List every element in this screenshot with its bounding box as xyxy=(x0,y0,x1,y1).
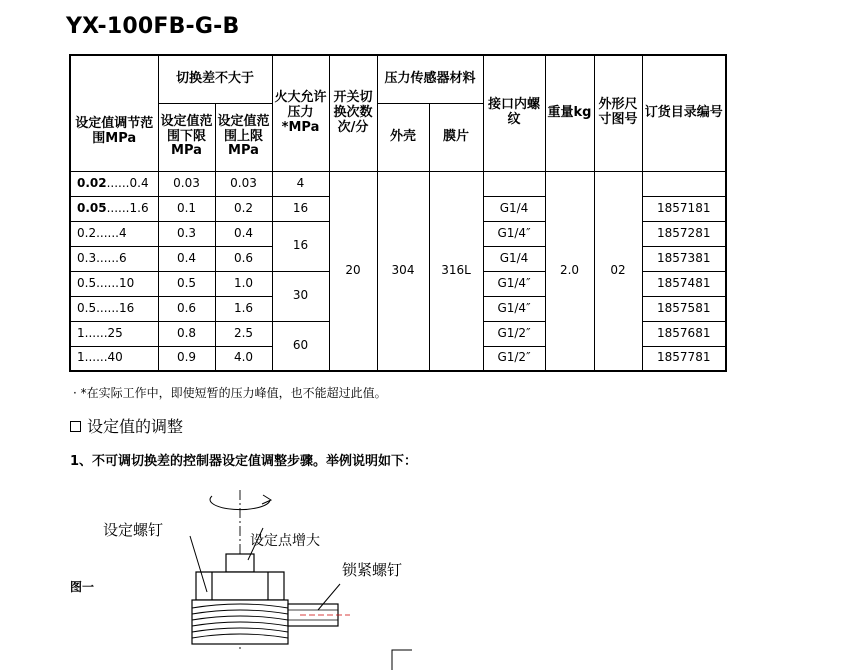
port-cell: G1/2″ xyxy=(483,321,545,346)
footnote: · *在实际工作中，即使短暂的压力峰值，也不能超过此值。 xyxy=(73,386,387,400)
order-cell: 1857581 xyxy=(642,296,726,321)
diff-high-cell: 1.0 xyxy=(215,271,272,296)
diff-high-cell: 4.0 xyxy=(215,346,272,371)
callout-lock-screw: 锁紧螺钉 xyxy=(342,561,403,579)
pressure-cell: 16 xyxy=(272,196,329,221)
diff-low-cell: 0.3 xyxy=(158,221,215,246)
membrane-cell: 316L xyxy=(429,171,483,371)
port-cell: G1/4″ xyxy=(483,296,545,321)
pressure-cell: 60 xyxy=(272,321,329,371)
range-cell: 0.5......16 xyxy=(70,296,158,321)
range-cell: 0.02......0.4 xyxy=(70,171,158,196)
header-diff-high: 设定值范围上限MPa xyxy=(215,103,272,171)
range-cell: 0.2......4 xyxy=(70,221,158,246)
header-dimension: 外形尺寸图号 xyxy=(594,55,642,171)
dimension-cell: 02 xyxy=(594,171,642,371)
diff-low-cell: 0.03 xyxy=(158,171,215,196)
header-order-number: 订货目录编号 xyxy=(642,55,726,171)
port-cell: G1/4 xyxy=(483,196,545,221)
port-cell: G1/4″ xyxy=(483,271,545,296)
pressure-cell: 16 xyxy=(272,221,329,271)
weight-cell: 2.0 xyxy=(545,171,594,371)
range-cell: 0.5......10 xyxy=(70,271,158,296)
pressure-cell: 30 xyxy=(272,271,329,321)
range-cell: 1......25 xyxy=(70,321,158,346)
header-weight: 重量kg xyxy=(545,55,594,171)
diff-high-cell: 0.2 xyxy=(215,196,272,221)
header-fire-pressure: 火大允许压力*MPa xyxy=(272,55,329,171)
shell-cell: 304 xyxy=(377,171,429,371)
order-cell: 1857781 xyxy=(642,346,726,371)
order-cell: 1857181 xyxy=(642,196,726,221)
port-cell: G1/2″ xyxy=(483,346,545,371)
pressure-cell: 4 xyxy=(272,171,329,196)
port-cell: G1/4″ xyxy=(483,221,545,246)
diff-high-cell: 0.03 xyxy=(215,171,272,196)
freq-cell: 20 xyxy=(329,171,377,371)
header-shell: 外壳 xyxy=(377,103,429,171)
diff-low-cell: 0.4 xyxy=(158,246,215,271)
order-cell: 1857481 xyxy=(642,271,726,296)
diff-low-cell: 0.1 xyxy=(158,196,215,221)
order-cell: 1857681 xyxy=(642,321,726,346)
diff-high-cell: 1.6 xyxy=(215,296,272,321)
diff-low-cell: 0.8 xyxy=(158,321,215,346)
header-diff: 切换差不大于 xyxy=(158,55,272,103)
range-cell: 1......40 xyxy=(70,346,158,371)
header-membrane: 膜片 xyxy=(429,103,483,171)
figure-label: 图一 xyxy=(70,580,95,594)
order-cell: 1857281 xyxy=(642,221,726,246)
diff-high-cell: 0.4 xyxy=(215,221,272,246)
callout-increase: 设定点增大 xyxy=(250,533,320,549)
callout-set-screw: 设定螺钉 xyxy=(103,521,164,539)
order-cell: 1857381 xyxy=(642,246,726,271)
diff-high-cell: 2.5 xyxy=(215,321,272,346)
header-diff-low: 设定值范围下限MPa xyxy=(158,103,215,171)
range-cell: 0.3......6 xyxy=(70,246,158,271)
diff-low-cell: 0.5 xyxy=(158,271,215,296)
header-port: 接口内螺纹 xyxy=(483,55,545,171)
port-cell: G1/4 xyxy=(483,246,545,271)
header-switch-freq: 开关切换次数次/分 xyxy=(329,55,377,171)
header-range: 设定值调节范围MPa xyxy=(70,55,158,171)
range-cell: 0.05......1.6 xyxy=(70,196,158,221)
diff-low-cell: 0.9 xyxy=(158,346,215,371)
section-title: 设定值的调整 xyxy=(87,417,184,436)
step-heading: 1、不可调切换差的控制器设定值调整步骤。举例说明如下： xyxy=(70,454,418,469)
product-title: YX-100FB-G-B xyxy=(66,14,240,39)
diff-low-cell: 0.6 xyxy=(158,296,215,321)
header-material: 压力传感器材料 xyxy=(377,55,483,103)
diff-high-cell: 0.6 xyxy=(215,246,272,271)
switch-body-drawing xyxy=(190,490,412,670)
